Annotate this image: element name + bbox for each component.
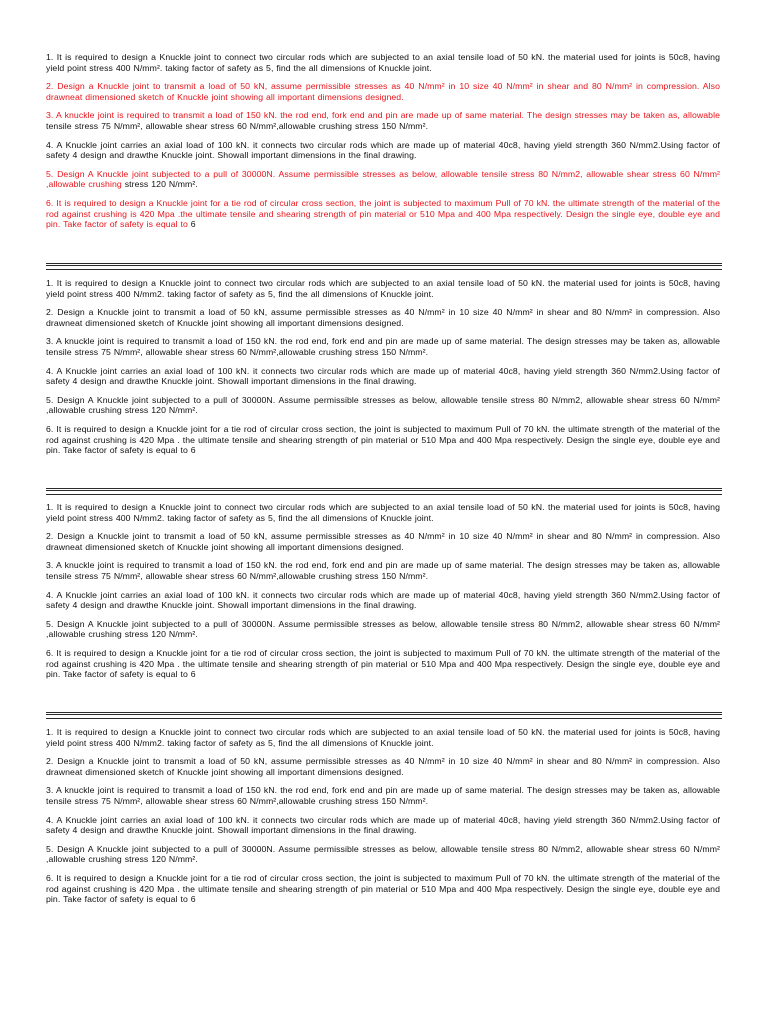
question-3: 3. A knuckle joint is required to transmit a load of 150 kN. the rod end, fork end and pin are made up of same material. The design stresses may be taken as, allowable tensile stress 75 N/mm², allowable shear stress 60 N/mm²,allowable crushing stress 150 N/mm². <box>46 560 720 581</box>
question-6-highlighted: 6. It is required to design a Knuckle joint for a tie rod of circular cross section, the joint is subjected to maximum Pull of 70 kN. the ultimate strength of the material of the rod against crushing is 420 Mpa .the ultimate tensile and shearing strength of pin material or 510 Mpa and 400 Mpa respectively. Design the single eye, double eye and pin. Take factor of safety is equal to <box>46 197 720 230</box>
question-5 <box>46 169 720 190</box>
question-5: 5. Design A Knuckle joint subjected to a pull of 30000N. Assume permissible stresses as below, allowable tensile stress 80 N/mm2, allowable shear stress 60 N/mm² ,allowable crushing stress 120 N/mm². <box>46 618 720 640</box>
question-4: 4. A Knuckle joint carries an axial load of 100 kN. it connects two circular rods which are made up of material 40c8, having yield strength 360 N/mm2.Using factor of safety 4 design and drawthe Knuckle joint. Showall important dimensions in the final drawing. <box>46 589 720 611</box>
question-1: 1. It is required to design a Knuckle joint to connect two circular rods which are subjected to an axial tensile load of 50 kN. the material used for joints is 50c8, having yield point stress 400 N/mm2. taking factor of safety as 5, find the all dimensions of Knuckle joint. <box>46 278 720 299</box>
question-6: 6. It is required to design a Knuckle joint for a tie rod of circular cross section, the joint is subjected to maximum Pull of 70 kN. the ultimate strength of the material of the rod against crushing is 420 Mpa . the ultimate tensile and shearing strength of pin material or 510 Mpa and 400 Mpa respectively. Design the single eye, double eye and pin. Take factor of safety is equal to 6 <box>46 872 720 905</box>
question-3-highlighted: 3. A knuckle joint is required to transmit a load of 150 kN. the rod end, fork end and pin are made up of same material. The design stresses may be taken as, allowable <box>46 110 720 121</box>
question-6-plain: 6 <box>190 219 196 230</box>
question-block-2 <box>46 278 720 464</box>
question-4: 4. A Knuckle joint carries an axial load of 100 kN. it connects two circular rods which are made up of material 40c8, having yield strength 360 N/mm2.Using factor of safety 4 design and drawthe Knuckle joint. Showall important dimensions in the final drawing. <box>46 814 720 836</box>
question-block-1 <box>46 52 720 238</box>
question-3: 3. A knuckle joint is required to transmit a load of 150 kN. the rod end, fork end and pin are made up of same material. The design stresses may be taken as, allowable tensile stress 75 N/mm², allowable shear stress 60 N/mm²,allowable crushing stress 150 N/mm². <box>46 336 720 357</box>
question-3-plain: tensile stress 75 N/mm², allowable shear stress 60 N/mm²,allowable crushing stress 150 N/mm². <box>46 120 429 131</box>
question-5: 5. Design A Knuckle joint subjected to a pull of 30000N. Assume permissible stresses as below, allowable tensile stress 80 N/mm2, allowable shear stress 60 N/mm² ,allowable crushing stress 120 N/mm². <box>46 843 720 865</box>
separator-rule-3 <box>46 712 722 719</box>
question-3: 3. A knuckle joint is required to transmit a load of 150 kN. the rod end, fork end and pin are made up of same material. The design stresses may be taken as, allowable tensile stress 75 N/mm², allowable shear stress 60 N/mm²,allowable crushing stress 150 N/mm². <box>46 785 720 806</box>
question-2: 2. Design a Knuckle joint to transmit a load of 50 kN, assume permissible stresses as 40 N/mm² in 10 size 40 N/mm² in shear and 80 N/mm² in compression. Also drawneat dimensioned sketch of Knuckle joint showing all important dimensions designed. <box>46 81 720 102</box>
question-6: 6. It is required to design a Knuckle joint for a tie rod of circular cross section, the joint is subjected to maximum Pull of 70 kN. the ultimate strength of the material of the rod against crushing is 420 Mpa . the ultimate tensile and shearing strength of pin material or 510 Mpa and 400 Mpa respectively. Design the single eye, double eye and pin. Take factor of safety is equal to 6 <box>46 647 720 680</box>
question-4: 4. A Knuckle joint carries an axial load of 100 kN. it connects two circular rods which are made up of material 40c8, having yield strength 360 N/mm2.Using factor of safety 4 design and drawthe Knuckle joint. Showall important dimensions in the final drawing. <box>46 139 720 161</box>
separator-rule-1 <box>46 263 722 270</box>
question-1: 1. It is required to design a Knuckle joint to connect two circular rods which are subjected to an axial tensile load of 50 kN. the material used for joints is 50c8, having yield point stress 400 N/mm². taking factor of safety as 5, find the all dimensions of Knuckle joint. <box>46 52 720 73</box>
separator-rule-2 <box>46 488 722 495</box>
question-2: 2. Design a Knuckle joint to transmit a load of 50 kN, assume permissible stresses as 40 N/mm² in 10 size 40 N/mm² in shear and 80 N/mm² in compression. Also drawneat dimensioned sketch of Knuckle joint showing all important dimensions designed. <box>46 756 720 777</box>
question-2: 2. Design a Knuckle joint to transmit a load of 50 kN, assume permissible stresses as 40 N/mm² in 10 size 40 N/mm² in shear and 80 N/mm² in compression. Also drawneat dimensioned sketch of Knuckle joint showing all important dimensions designed. <box>46 307 720 328</box>
question-5-plain: stress 120 N/mm². <box>124 179 198 190</box>
question-6: 6. It is required to design a Knuckle joint for a tie rod of circular cross section, the joint is subjected to maximum Pull of 70 kN. the ultimate strength of the material of the rod against crushing is 420 Mpa . the ultimate tensile and shearing strength of pin material or 510 Mpa and 400 Mpa respectively. Design the single eye, double eye and pin. Take factor of safety is equal to 6 <box>46 423 720 456</box>
question-1: 1. It is required to design a Knuckle joint to connect two circular rods which are subjected to an axial tensile load of 50 kN. the material used for joints is 50c8, having yield point stress 400 N/mm2. taking factor of safety as 5, find the all dimensions of Knuckle joint. <box>46 727 720 748</box>
question-4: 4. A Knuckle joint carries an axial load of 100 kN. it connects two circular rods which are made up of material 40c8, having yield strength 360 N/mm2.Using factor of safety 4 design and drawthe Knuckle joint. Showall important dimensions in the final drawing. <box>46 365 720 387</box>
question-block-4 <box>46 727 720 913</box>
question-6 <box>46 198 720 230</box>
question-5: 5. Design A Knuckle joint subjected to a pull of 30000N. Assume permissible stresses as below, allowable tensile stress 80 N/mm2, allowable shear stress 60 N/mm² ,allowable crushing stress 120 N/mm². <box>46 394 720 416</box>
question-5-highlighted: 5. Design A Knuckle joint subjected to a pull of 30000N. Assume permissible stresses as below, allowable tensile stress 80 N/mm2, allowable shear stress 60 N/mm² ,allowable crushing <box>46 168 720 190</box>
question-2: 2. Design a Knuckle joint to transmit a load of 50 kN, assume permissible stresses as 40 N/mm² in 10 size 40 N/mm² in shear and 80 N/mm² in compression. Also drawneat dimensioned sketch of Knuckle joint showing all important dimensions designed. <box>46 531 720 552</box>
question-block-3 <box>46 502 720 688</box>
question-1: 1. It is required to design a Knuckle joint to connect two circular rods which are subjected to an axial tensile load of 50 kN. the material used for joints is 50c8, having yield point stress 400 N/mm2. taking factor of safety as 5, find the all dimensions of Knuckle joint. <box>46 502 720 523</box>
question-3 <box>46 110 720 131</box>
